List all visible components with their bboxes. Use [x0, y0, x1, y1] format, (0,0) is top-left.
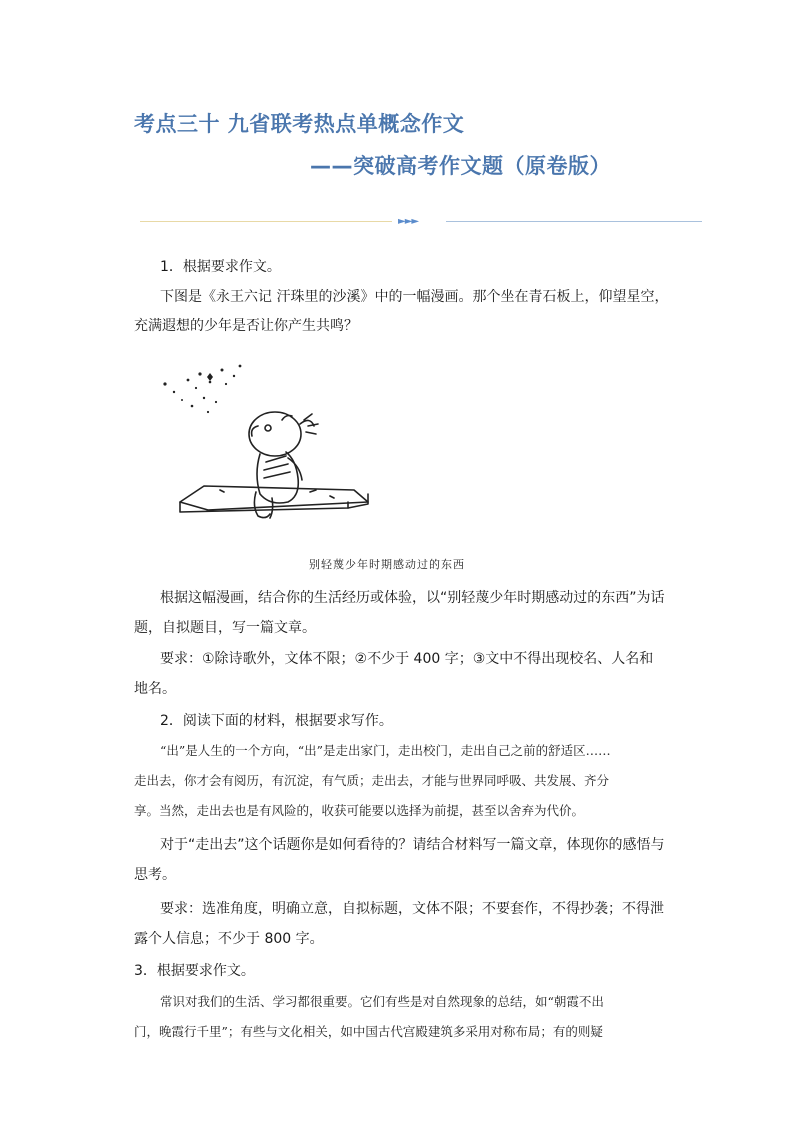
q3-heading: 3．根据要求作文。	[134, 963, 255, 979]
q3-material-line2: 门，晚霞行千里”；有些与文化相关，如中国古代宫殿建筑多采用对称布局；有的则疑	[134, 1024, 603, 1039]
q2-heading: 2．阅读下面的材料，根据要求写作。	[160, 713, 393, 729]
q1-requirements-line1: 要求：①除诗歌外，文体不限；②不少于 400 字；③文中不得出现校名、人名和	[160, 651, 654, 667]
page-title: 考点三十 九省联考热点单概念作文	[134, 112, 465, 136]
q2-material-line2: 走出去，你才会有阅历，有沉淀，有气质；走出去，才能与世界同呼吸、共发展、齐分	[134, 773, 610, 788]
arrow-icon: ►►►	[398, 216, 419, 227]
q1-intro-line1: 下图是《永王六记 汗珠里的沙溪》中的一幅漫画。那个坐在青石板上，仰望星空，	[160, 289, 669, 305]
cartoon-illustration	[160, 362, 370, 532]
q2-material-line1: “出”是人生的一个方向，“出”是走出家门，走出校门，走出自己之前的舒适区……	[160, 743, 611, 758]
cartoon-caption: 别轻蔑少年时期感动过的东西	[309, 558, 465, 571]
q1-task-line1: 根据这幅漫画，结合你的生活经历或体验，以“别轻蔑少年时期感动过的东西”为话	[160, 590, 665, 606]
q1-requirements-line2: 地名。	[134, 681, 176, 697]
page-subtitle: ——突破高考作文题（原卷版）	[310, 154, 611, 178]
q2-material-line3: 享。当然，走出去也是有风险的，收获可能要以选择为前提，甚至以舍弃为代价。	[134, 803, 585, 818]
q1-heading: 1．根据要求作文。	[160, 259, 281, 275]
q3-material-line1: 常识对我们的生活、学习都很重要。它们有些是对自然现象的总结，如“朝霞不出	[160, 994, 604, 1009]
q1-intro-line2: 充满遐想的少年是否让你产生共鸣？	[134, 318, 358, 334]
q2-task-line1: 对于“走出去”这个话题你是如何看待的？请结合材料写一篇文章，体现你的感悟与	[160, 837, 665, 853]
q1-task-line2: 题，自拟题目，写一篇文章。	[134, 620, 316, 636]
decorative-divider	[140, 214, 702, 230]
divider-line-left	[140, 221, 392, 222]
q2-requirements-line2: 露个人信息；不少于 800 字。	[134, 931, 324, 947]
divider-line-right	[446, 221, 702, 222]
q2-requirements-line1: 要求：选准角度，明确立意，自拟标题，文体不限；不要套作，不得抄袭；不得泄	[160, 901, 664, 917]
q2-task-line2: 思考。	[134, 867, 176, 883]
